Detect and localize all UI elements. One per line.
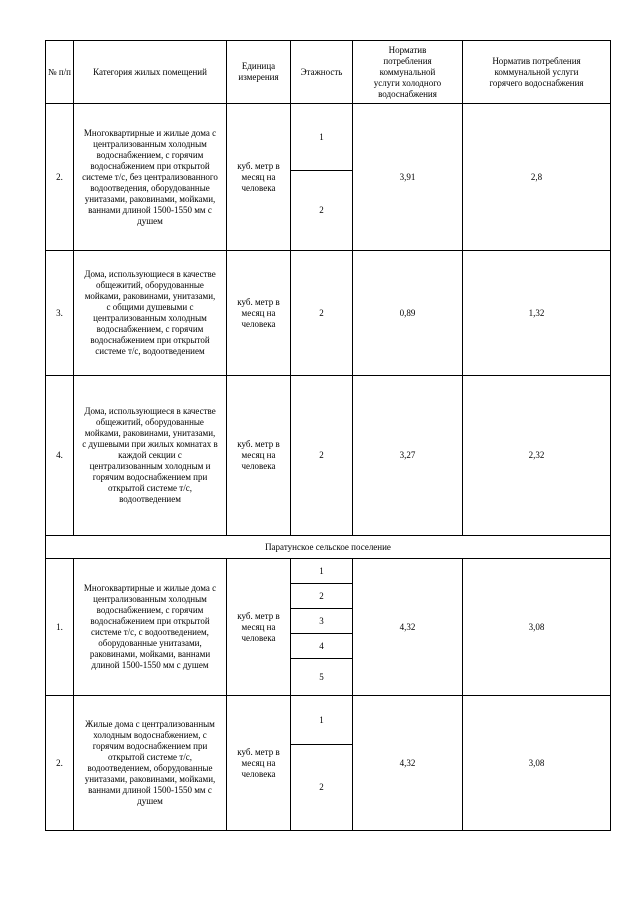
floor-cell: 5: [291, 659, 353, 696]
floor-cell: 2: [291, 376, 353, 536]
row-cold: 3,27: [353, 376, 463, 536]
row-unit: куб. метр в месяц на человека: [227, 251, 291, 376]
row-category: Дома, использующиеся в качестве общежитий, оборудованные мойками, раковинами, унитазами, с душевыми при жилых комнатах в каждой секции с централизованным холодным и горячим водоснабжением при открытой системе т/с, водоотведением: [74, 376, 227, 536]
row-num: 1.: [46, 559, 74, 696]
table-row: [46, 559, 611, 584]
row-hot: 2,32: [463, 376, 611, 536]
row-unit: куб. метр в месяц на человека: [227, 696, 291, 831]
row-num: 2.: [46, 696, 74, 831]
floor-cell: 3: [291, 609, 353, 634]
header-hot: Норматив потребления коммунальной услуги горячего водоснабжения: [463, 41, 611, 104]
floor-cell: 2: [291, 251, 353, 376]
floor-cell: 1: [291, 559, 353, 584]
header-floors: Этажность: [291, 41, 353, 104]
row-category: Многоквартирные и жилые дома с централизованным холодным водоснабжением, с горячим водоснабжением при открытой системе т/с, с водоотведением, оборудованные унитазами, раковинами, мойками, ваннами длиной 1500-1550 мм с душем: [74, 559, 227, 696]
floor-cell: 1: [291, 696, 353, 745]
row-num: 4.: [46, 376, 74, 536]
row-num: 2.: [46, 104, 74, 251]
row-cold: 3,91: [353, 104, 463, 251]
floor-cell: 2: [291, 584, 353, 609]
header-category: Категория жилых помещений: [74, 41, 227, 104]
header-cold: Норматив потребления коммунальной услуги холодного водоснабжения: [353, 41, 463, 104]
header-unit: Единица измерения: [227, 41, 291, 104]
table-row: [46, 251, 611, 376]
row-cold: 0,89: [353, 251, 463, 376]
norms-table: [45, 40, 611, 831]
row-hot: 3,08: [463, 696, 611, 831]
row-cold: 4,32: [353, 696, 463, 831]
section-row: [46, 536, 611, 559]
floor-cell: 2: [291, 171, 353, 251]
row-category: Жилые дома с централизованным холодным водоснабжением, с горячим водоснабжением при открытой системе т/с, водоотведением, оборудованные унитазами, раковинами, мойками, ваннами длиной 1500-1550 мм с душем: [74, 696, 227, 831]
row-unit: куб. метр в месяц на человека: [227, 376, 291, 536]
table-row: [46, 376, 611, 536]
row-unit: куб. метр в месяц на человека: [227, 104, 291, 251]
row-hot: 1,32: [463, 251, 611, 376]
floor-cell: 2: [291, 745, 353, 831]
table-row: [46, 104, 611, 171]
row-cold: 4,32: [353, 559, 463, 696]
header-row: [46, 41, 611, 104]
row-unit: куб. метр в месяц на человека: [227, 559, 291, 696]
floor-cell: 1: [291, 104, 353, 171]
row-num: 3.: [46, 251, 74, 376]
section-title: Паратунское сельское поселение: [46, 536, 611, 559]
row-category: Дома, использующиеся в качестве общежитий, оборудованные мойками, раковинами, унитазами, с общими душевыми с централизованным холодным водоснабжением, с горячим водоснабжением при открытой системе т/с, водоотведением: [74, 251, 227, 376]
table-row: [46, 696, 611, 745]
row-hot: 2,8: [463, 104, 611, 251]
floor-cell: 4: [291, 634, 353, 659]
header-num: № п/п: [46, 41, 74, 104]
row-hot: 3,08: [463, 559, 611, 696]
row-category: Многоквартирные и жилые дома с централизованным холодным водоснабжением, с горячим водоснабжением при открытой системе т/с, без централизованного водоотведения, оборудованные унитазами, раковинами, мойками, ваннами длиной 1500-1550 мм с душем: [74, 104, 227, 251]
